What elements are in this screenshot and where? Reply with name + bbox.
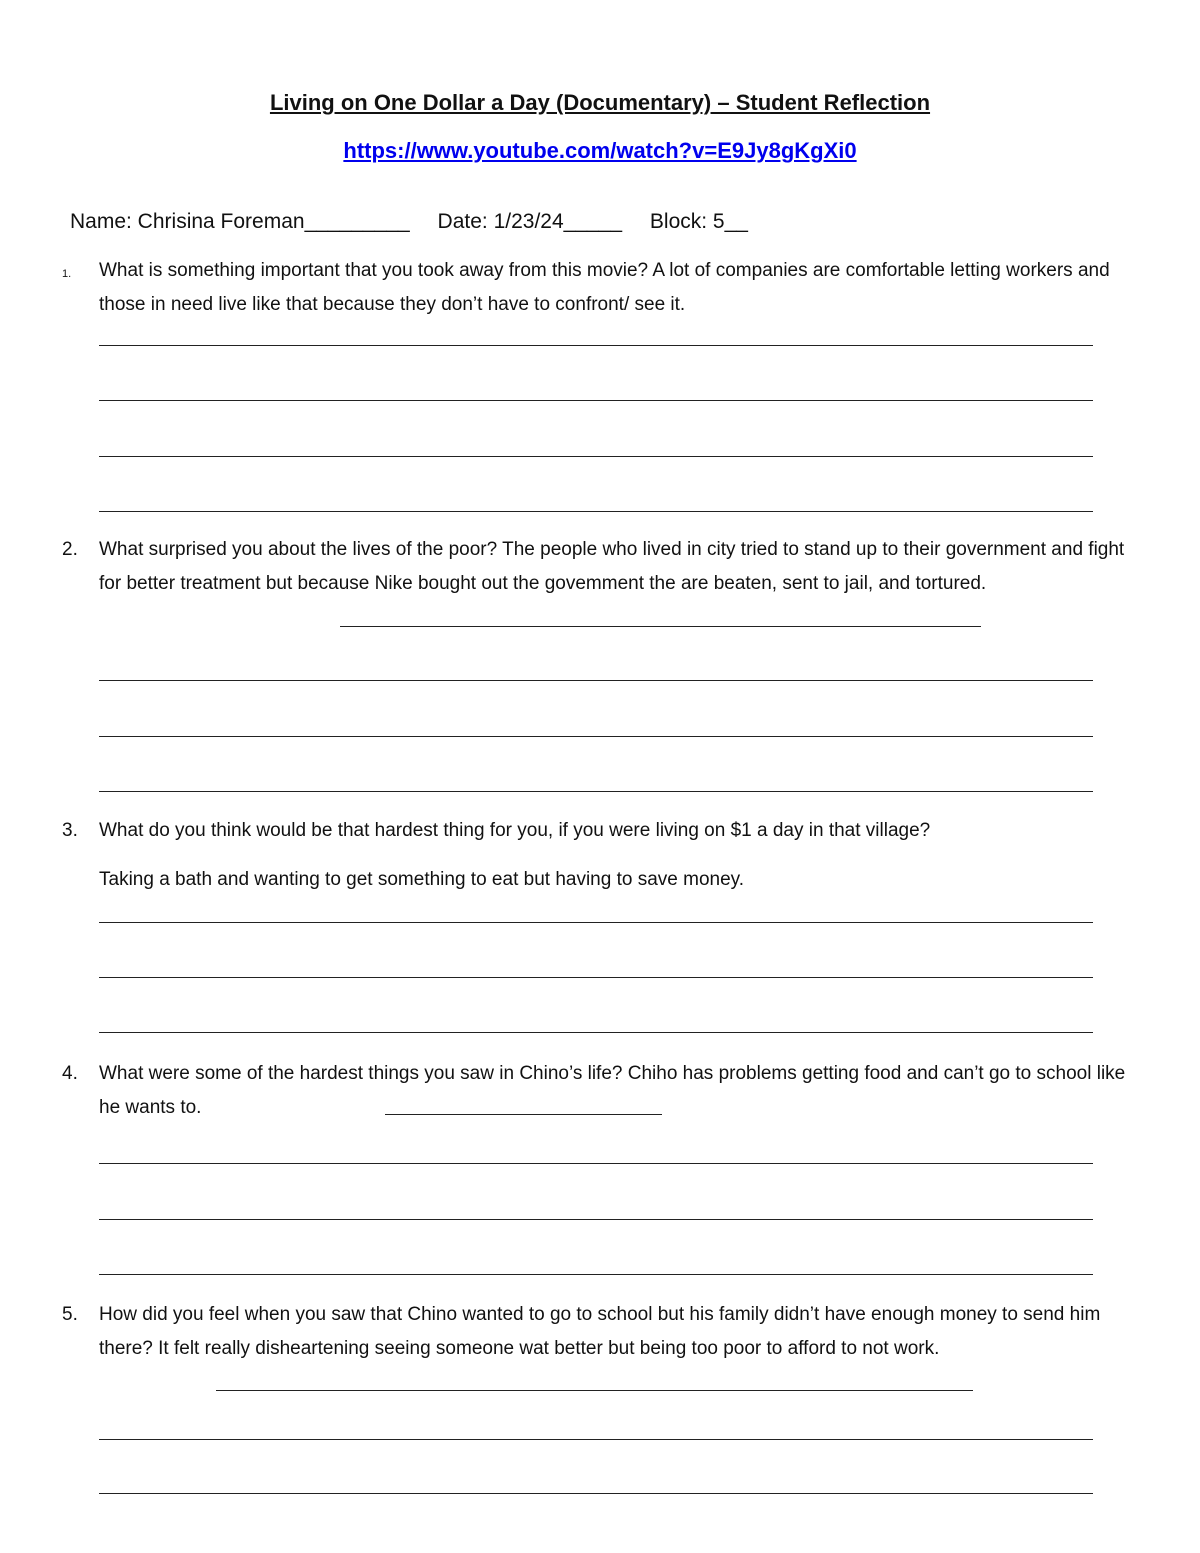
- question-number: 4.: [62, 1063, 78, 1084]
- video-link[interactable]: https://www.youtube.com/watch?v=E9Jy8gKgXi0: [343, 138, 857, 163]
- answer-line[interactable]: [99, 1219, 1093, 1220]
- answer-line[interactable]: [340, 626, 981, 627]
- answer-line[interactable]: [99, 680, 1093, 681]
- question-1-text: What is something important that you took away from this movie? A lot of companies are comfortable letting workers and those in need live like that because they don’t have to confront/ see it.: [99, 260, 1110, 315]
- date-field[interactable]: Date: 1/23/24_____: [437, 210, 623, 233]
- question-3-answer: Taking a bath and wanting to get something to eat but having to save money.: [99, 869, 745, 890]
- answer-line[interactable]: [99, 1274, 1093, 1275]
- answer-line[interactable]: [99, 1439, 1093, 1440]
- answer-line[interactable]: [99, 345, 1093, 346]
- answer-line[interactable]: [99, 736, 1093, 737]
- name-field[interactable]: Name: Chrisina Foreman_________: [70, 210, 410, 233]
- answer-line[interactable]: [99, 791, 1093, 792]
- question-3-text: What do you think would be that hardest thing for you, if you were living on $1 a day in that village?: [99, 820, 931, 841]
- answer-line[interactable]: [385, 1114, 662, 1115]
- answer-line[interactable]: [99, 1163, 1093, 1164]
- question-5-text: How did you feel when you saw that Chino wanted to go to school but his family didn’t have enough money to send him there? It felt really disheartening seeing someone wat better but being too poor to afford to not work.: [99, 1304, 1101, 1359]
- answer-line[interactable]: [99, 977, 1093, 978]
- answer-line[interactable]: [216, 1390, 973, 1391]
- answer-line[interactable]: [99, 456, 1093, 457]
- question-number: 3.: [62, 820, 78, 841]
- answer-line[interactable]: [99, 400, 1093, 401]
- question-number: 5.: [62, 1304, 78, 1325]
- answer-line[interactable]: [99, 511, 1093, 512]
- block-field[interactable]: Block: 5__: [649, 210, 748, 233]
- question-number: 1.: [62, 268, 72, 280]
- question-4-text: What were some of the hardest things you saw in Chino’s life? Chiho has problems getting food and can’t go to school like he wants to.: [99, 1063, 1126, 1118]
- student-info-header: [70, 210, 748, 234]
- answer-line[interactable]: [99, 1493, 1093, 1494]
- answer-line[interactable]: [99, 922, 1093, 923]
- question-number: 2.: [62, 539, 78, 560]
- answer-line[interactable]: [99, 1032, 1093, 1033]
- worksheet-title: Living on One Dollar a Day (Documentary) – Student Reflection: [269, 90, 931, 115]
- question-2-text: What surprised you about the lives of the poor? The people who lived in city tried to stand up to their government and fight for better treatment but because Nike bought out the govemment the are beaten, sent to jail, and tortured.: [99, 539, 1125, 594]
